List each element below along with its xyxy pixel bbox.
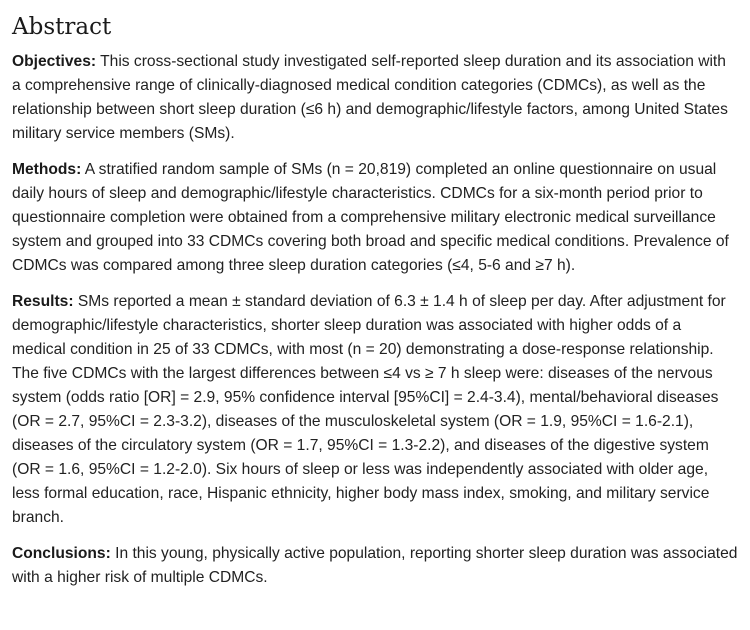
objectives-label: Objectives: [12,53,97,70]
conclusions-label: Conclusions: [12,545,111,562]
methods-text: A stratified random sample of SMs (n = 20,819) completed an online questionnaire on usual daily hours of sleep and demographic/lifestyle characteristics. CDMCs for a six-month period prior to questionnaire completion were obtained from a comprehensive military electronic medical surveillance system and grouped into 33 CDMCs covering both broad and specific medical conditions. Prevalence of CDMCs was compared among three sleep duration categories (≤4, 5-6 and ≥7 h). [12,161,729,274]
methods-label: Methods: [12,161,82,178]
conclusions-text: In this young, physically active population, reporting shorter sleep duration was associated with a higher risk of multiple CDMCs. [12,545,738,586]
abstract-heading: Abstract [12,14,112,40]
conclusions-paragraph [12,542,738,590]
results-label: Results: [12,293,74,310]
results-paragraph [12,290,738,530]
objectives-paragraph [12,50,738,146]
objectives-text: This cross-sectional study investigated self-reported sleep duration and its association with a comprehensive range of clinically-diagnosed medical condition categories (CDMCs), as well as the relationship between short sleep duration (≤6 h) and demographic/lifestyle factors, among United States military service members (SMs). [12,53,728,142]
methods-paragraph [12,158,738,278]
results-text: SMs reported a mean ± standard deviation of 6.3 ± 1.4 h of sleep per day. After adjustment for demographic/lifestyle characteristics, shorter sleep duration was associated with higher odds of a medical condition in 25 of 33 CDMCs, with most (n = 20) demonstrating a dose-response relationship. The five CDMCs with the largest differences between ≤4 vs ≥ 7 h sleep were: diseases of the nervous system (odds ratio [OR] = 2.9, 95% confidence interval [95%CI] = 2.4-3.4), mental/behavioral diseases (OR = 2.7, 95%CI = 2.3-3.2), diseases of the musculoskeletal system (OR = 1.9, 95%CI = 1.6-2.1), diseases of the circulatory system (OR = 1.7, 95%CI = 1.3-2.2), and diseases of the digestive system (OR = 1.6, 95%CI = 1.2-2.0). Six hours of sleep or less was independently associated with older age, less formal education, race, Hispanic ethnicity, higher body mass index, smoking, and military service branch. [12,293,726,526]
